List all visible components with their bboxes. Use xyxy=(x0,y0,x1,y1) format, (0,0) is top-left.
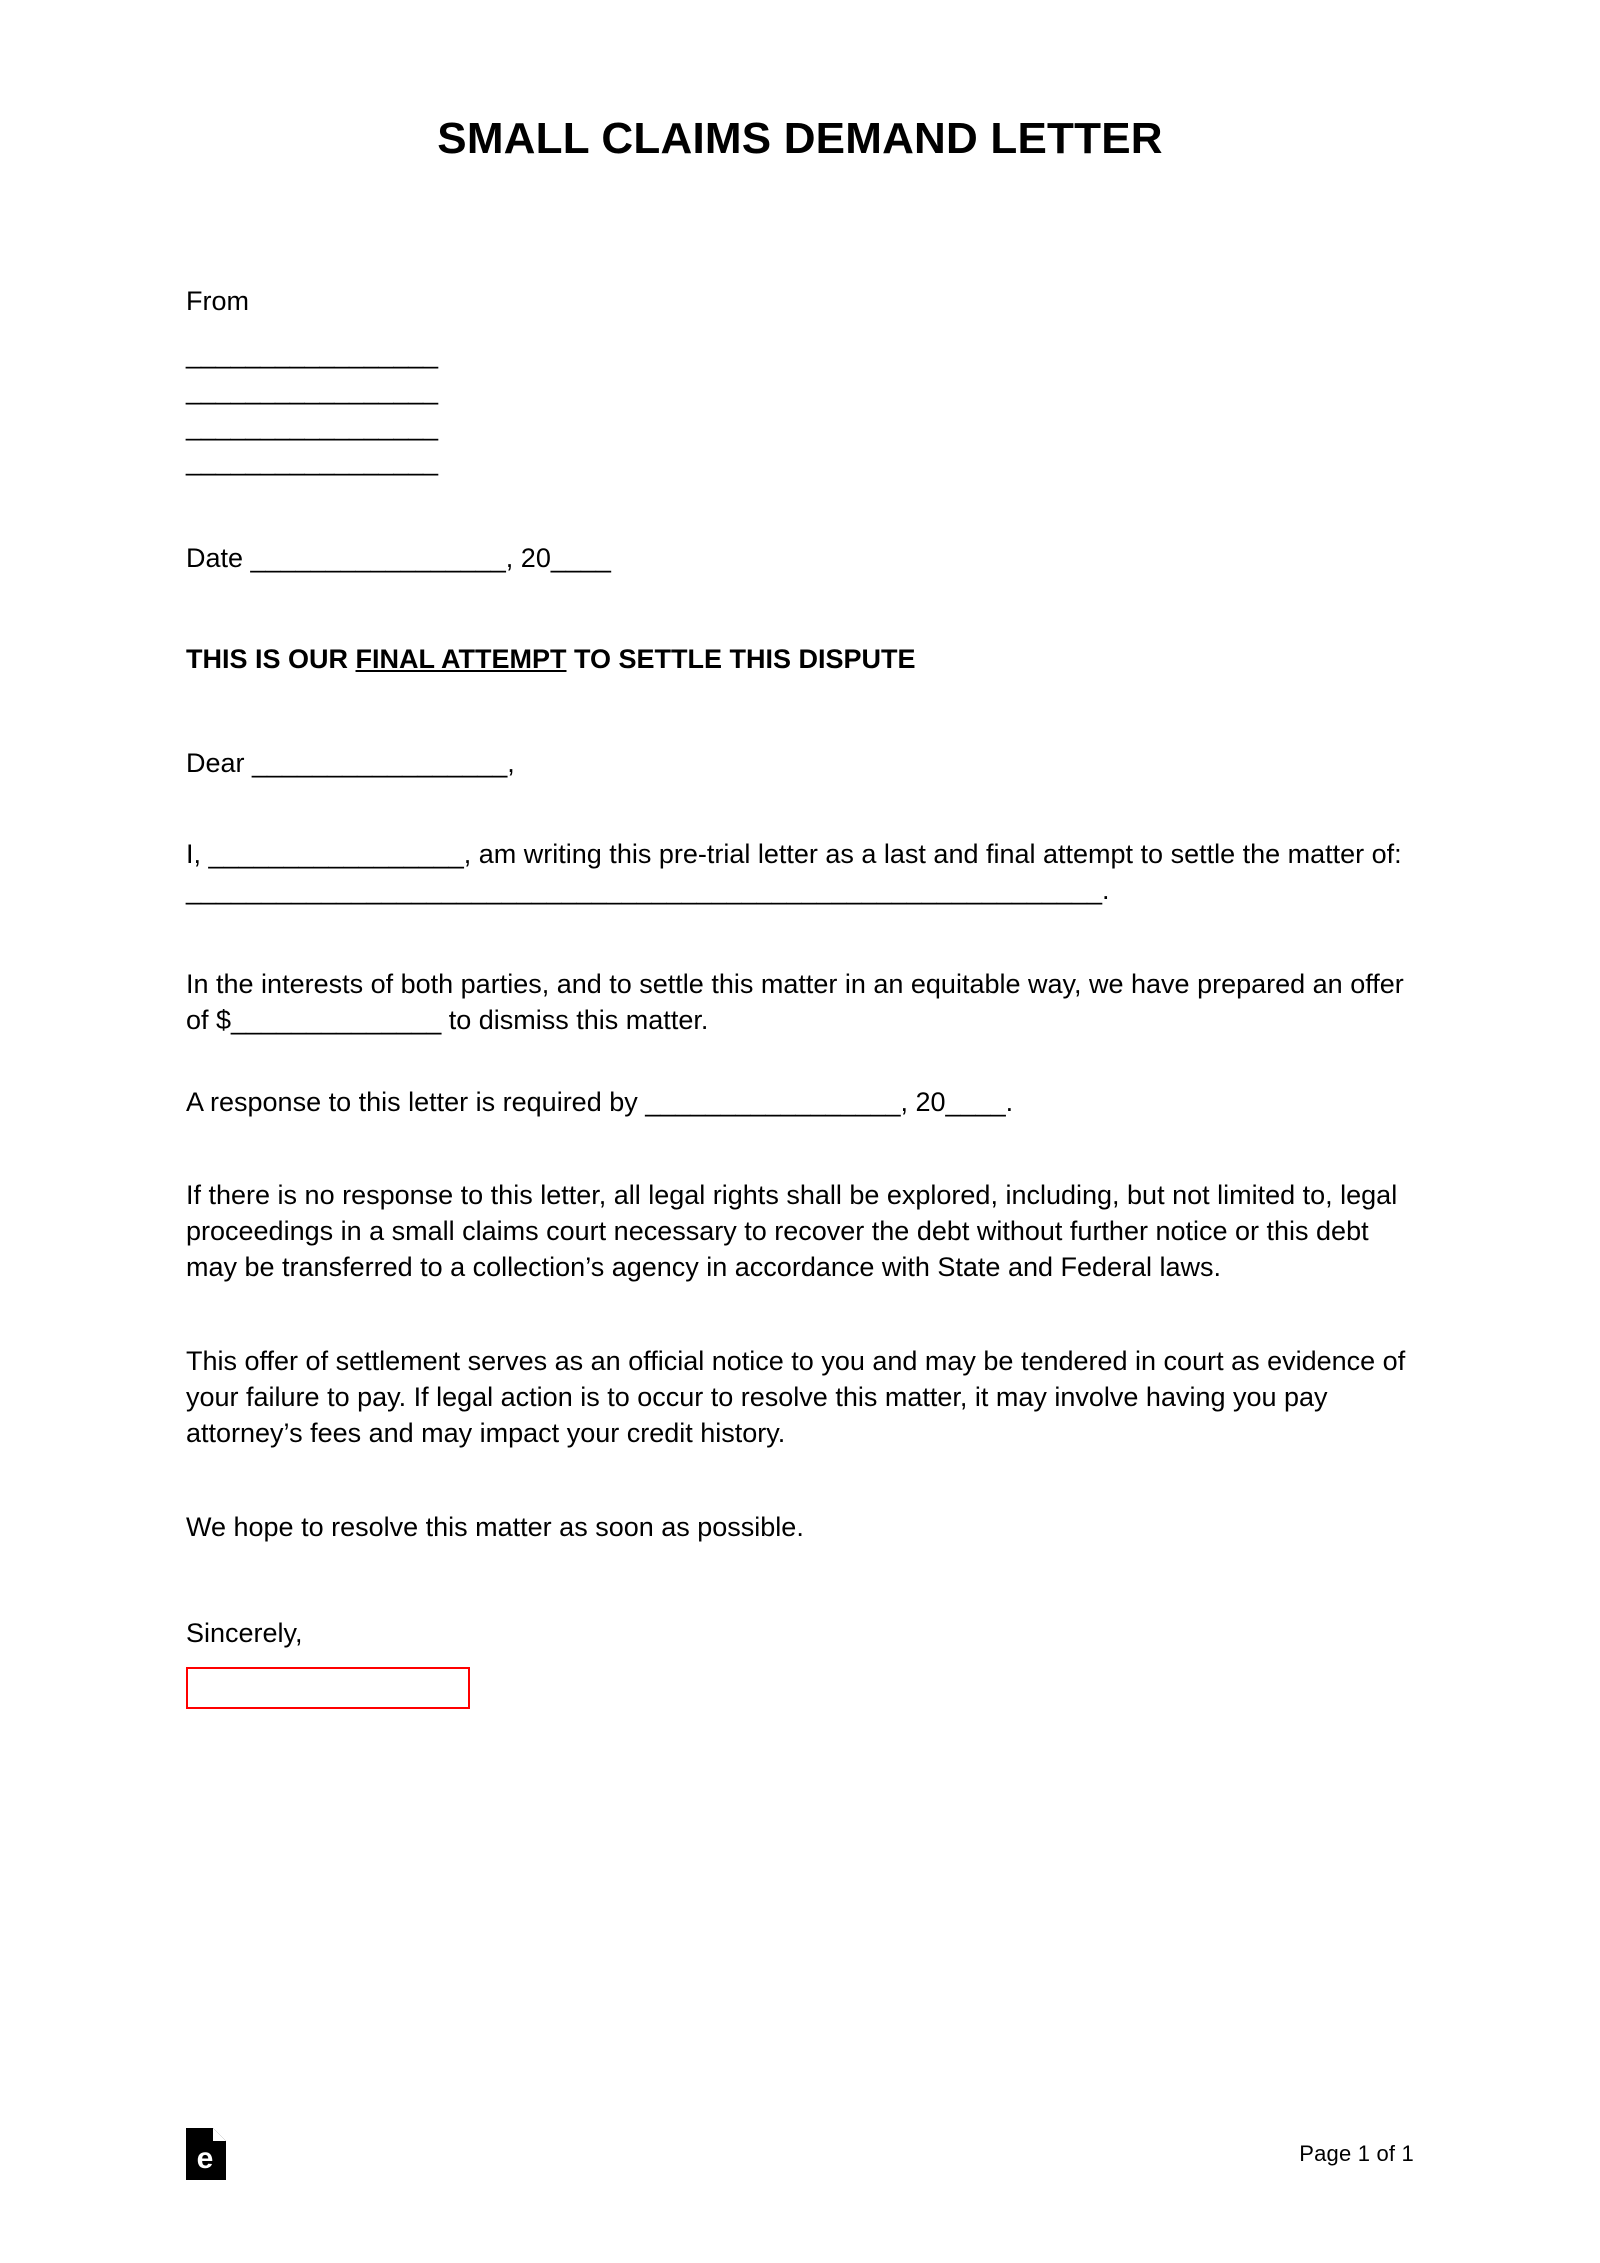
closing-salutation: Sincerely, xyxy=(186,1617,303,1648)
heading-text-before: THIS IS OUR xyxy=(186,643,356,674)
document-body xyxy=(186,0,1414,1709)
page-number-label: Page 1 of 1 xyxy=(1299,2141,1414,2166)
page-footer xyxy=(186,2125,1414,2183)
paragraph-intro: I, _________________, am writing this pre-trial letter as a last and final attempt to settle the matter of: _____________________________________________________________. xyxy=(186,838,1402,905)
from-address-line-1[interactable]: _________________ xyxy=(186,339,438,370)
signature-input-box[interactable] xyxy=(186,1667,470,1709)
from-block xyxy=(186,288,1414,480)
from-label: From xyxy=(186,286,249,317)
from-address-line-2[interactable]: _________________ xyxy=(186,375,438,406)
from-address-line-4[interactable]: _________________ xyxy=(186,446,438,477)
salutation-line[interactable]: Dear _________________, xyxy=(186,747,515,778)
heading-text-after: TO SETTLE THIS DISPUTE xyxy=(566,643,916,674)
paragraph-legal-rights: If there is no response to this letter, all legal rights shall be explored, including, but not limited to, legal proceedings in a small claims court necessary to recover the debt without further notice or this debt may be transferred to a collection’s agency in accordance with State and Federal laws. xyxy=(186,1180,1398,1283)
eforms-logo-icon xyxy=(186,2128,226,2180)
paragraph-settlement-notice: This offer of settlement serves as an official notice to you and may be tendered in court as evidence of your failure to pay. If legal action is to occur to resolve this matter, it may involve having you pay attorney’s fees and may impact your credit history. xyxy=(186,1346,1406,1448)
svg-text:e: e xyxy=(196,2142,214,2175)
heading-text-underlined: FINAL ATTEMPT xyxy=(355,643,567,674)
date-field-line[interactable]: Date _________________, 20____ xyxy=(186,542,611,573)
paragraph-offer: In the interests of both parties, and to settle this matter in an equitable way, we have prepared an offer of $______________ to dismiss this matter. xyxy=(186,968,1404,1035)
paragraph-response-deadline: A response to this letter is required by _________________, 20____. xyxy=(186,1086,1014,1117)
final-attempt-heading xyxy=(186,644,1414,675)
from-address-line-3[interactable]: _________________ xyxy=(186,410,438,441)
paragraph-closing-hope: We hope to resolve this matter as soon as possible. xyxy=(186,1511,804,1542)
page-title: SMALL CLAIMS DEMAND LETTER xyxy=(437,114,1163,163)
